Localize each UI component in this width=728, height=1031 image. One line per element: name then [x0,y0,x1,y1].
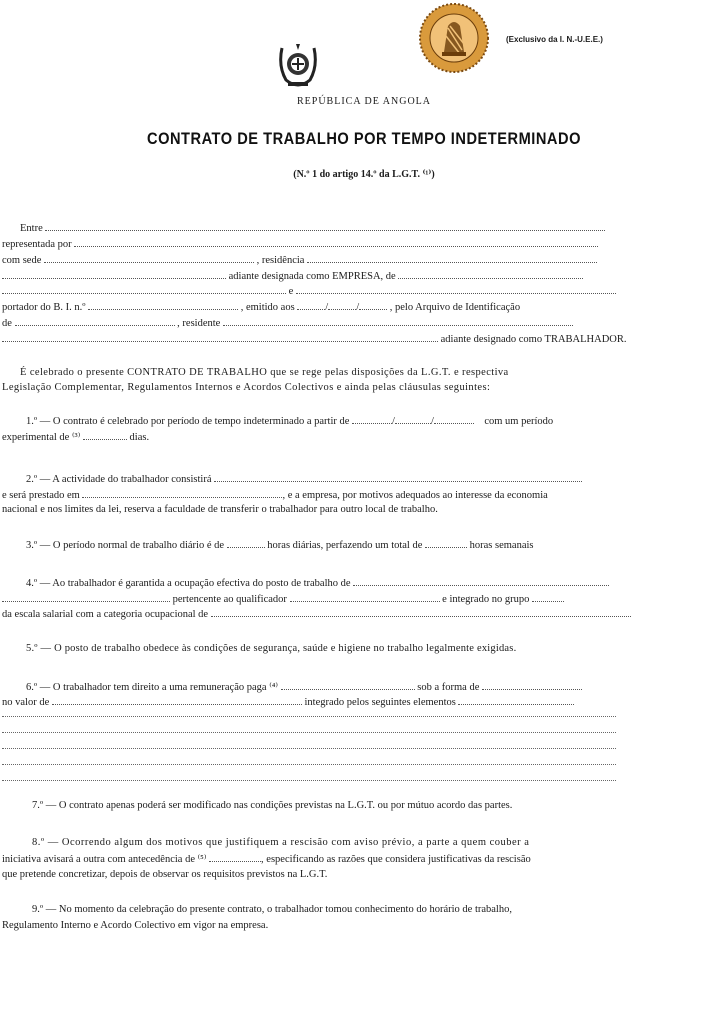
clause-6-blank-line-4[interactable] [2,754,616,765]
clause-6-elements-field[interactable] [458,695,574,705]
clause-9-row-a: 9.º — No momento da celebração do presente contrato, o trabalhador tomou conhecimento do horário de trabalho, [32,904,512,915]
clause-8-notice: iniciativa avisará a outra com antecedência de ⁽⁵⁾ [2,854,207,865]
emitido-year-field[interactable] [359,300,387,310]
clause-2-place: e será prestado em [2,490,80,501]
residencia-label: , residência [256,255,305,266]
country-name: REPÚBLICA DE ANGOLA [296,96,431,107]
clause-1-year-field[interactable] [434,414,474,424]
clause-8-row-b [2,852,531,866]
clause-8-notice-field[interactable] [209,852,261,862]
clause-2-activity-field[interactable] [214,472,582,482]
clause-1-row-b [2,430,149,444]
e-row [2,284,616,298]
intro-line-1: É celebrado o presente CONTRATO DE TRABALHO que se rege pelas disposições da L.G.T. e respectiva [20,367,509,378]
clause-4-category-field[interactable] [211,607,631,617]
clause-4-group: e integrado no grupo [442,594,530,605]
entre-row [20,221,605,235]
clause-1-days: dias. [129,432,150,443]
clause-1-days-field[interactable] [83,430,127,440]
clause-1-period: com um período [484,416,554,427]
clause-1-month-field[interactable] [395,414,431,424]
emitido-month-field[interactable] [328,300,356,310]
residencia-field[interactable] [307,253,597,263]
empresa-de-field[interactable] [398,269,583,279]
clause-4-category: da escala salarial com a categoria ocupacional de [2,609,209,620]
clause-3-weekly-field[interactable] [425,538,467,548]
representada-field[interactable] [74,237,598,247]
clause-5: 5.º — O posto de trabalho obedece às condições de segurança, saúde e higiene no trabalho legalmente exigidas. [26,643,517,654]
residente-field[interactable] [223,316,573,326]
clause-2-row-c: nacional e nos limites da lei, reserva a faculdade de transferir o trabalhador para outro local de trabalho. [2,504,438,515]
e-label: e [288,286,294,297]
empresa-row [2,269,583,283]
clause-2-row-a [26,472,582,486]
clause-3-daily-field[interactable] [227,538,265,548]
clause-2-text: 2.º — A actividade do trabalhador consistirá [26,474,212,485]
angola-coat-of-arms-icon [276,42,320,90]
clause-2-row-b [2,488,548,502]
de-label: de [2,318,12,329]
e-pre-field[interactable] [2,284,286,294]
emitido-day-field[interactable] [297,300,325,310]
clause-3-weekly: horas semanais [469,540,534,551]
clause-6-elements: integrado pelos seguintes elementos [304,697,456,708]
clause-4-text: 4.º — Ao trabalhador é garantida a ocupação efectiva do posto de trabalho de [26,578,351,589]
e-post-field[interactable] [296,284,616,294]
clause-2-place-field[interactable] [82,488,282,498]
trabalhador-pre-field[interactable] [2,332,438,342]
clause-9-row-b: Regulamento Interno e Acordo Colectivo em vigor na empresa. [2,920,269,931]
bi-number-field[interactable] [88,300,238,310]
entre-field[interactable] [45,221,605,231]
clause-2-economy: , e a empresa, por motivos adequados ao interesse da economia [282,490,548,501]
clause-8-row-c: que pretende concretizar, depois de observar os requisitos previstos na L.G.T. [2,869,328,880]
document-subtitle: (N.º 1 do artigo 14.º da L.G.T. ⁽¹⁾) [293,169,435,180]
sede-label: com sede [2,255,42,266]
exclusive-note: (Exclusivo da I. N.-U.E.E.) [506,35,603,44]
intro-line-2: Legislação Complementar, Regulamentos Internos e Acordos Colectivos e ainda pelas cláusulas seguintes: [2,382,491,393]
representada-row [2,237,598,251]
trabalhador-row [2,332,627,346]
clause-4-row-b [2,592,564,606]
clause-1-row-a: 1.º — O contrato é celebrado por período de tempo indeterminado a partir de / / com um período [26,416,554,427]
clause-6-text: 6.º — O trabalhador tem direito a uma remuneração paga ⁽⁴⁾ [26,682,279,693]
clause-6-remuneration-field[interactable] [281,680,415,690]
entre-label: Entre [20,223,43,234]
clause-3-text: 3.º — O período normal de trabalho diário é de [26,540,225,551]
clause-3-total: horas diárias, perfazendo um total de [267,540,423,551]
clause-8-reasons: , especificando as razões que considera justificativas da rescisão [261,854,531,865]
clause-4-qualifier-field[interactable] [290,592,440,602]
clause-7: 7.º — O contrato apenas poderá ser modificado nas condições previstas na L.G.T. ou por mútuo acordo das partes. [32,800,513,811]
clause-1-day-field[interactable] [352,414,392,424]
clause-1-experimental: experimental de ⁽³⁾ [2,432,81,443]
clause-6-form-field[interactable] [482,680,582,690]
clause-6-blank-line-3[interactable] [2,738,616,749]
clause-4-row-a [26,576,609,590]
clause-6-form: sob a forma de [417,682,480,693]
sede-field[interactable] [44,253,254,263]
clause-4-group-field[interactable] [532,592,564,602]
clause-1-text: 1.º — O contrato é celebrado por período de tempo indeterminado a partir de [26,416,350,427]
clause-4-pre-field[interactable] [2,592,170,602]
stamp-seal-icon [418,2,490,74]
clause-6-row-a [26,680,582,694]
bi-row: portador do B. I. n.º , emitido aos / / , pelo Arquivo de Identificação [2,302,521,313]
clause-4-post-field[interactable] [353,576,609,586]
clause-6-blank-line-1[interactable] [2,706,616,717]
de-row [2,316,573,330]
de-field[interactable] [15,316,175,326]
clause-6-value-field[interactable] [52,695,302,705]
residente-label: , residente [177,318,221,329]
bi-label: portador do B. I. n.º [2,302,86,313]
arquivo-label: , pelo Arquivo de Identificação [389,302,521,313]
empresa-label: adiante designada como EMPRESA, de [228,271,396,282]
representada-label: representada por [2,239,72,250]
sede-row [2,253,597,267]
clause-6-blank-line-5[interactable] [2,770,616,781]
trabalhador-label: adiante designado como TRABALHADOR. [440,334,627,345]
empresa-pre-field[interactable] [2,269,226,279]
emitido-label: , emitido aos [240,302,295,313]
document-title: CONTRATO DE TRABALHO POR TEMPO INDETERMINADO [147,129,581,148]
clause-4-qualifier: pertencente ao qualificador [172,594,287,605]
clause-6-value: no valor de [2,697,50,708]
clause-6-blank-line-2[interactable] [2,722,616,733]
clause-3-row [26,538,534,552]
clause-4-row-c [2,607,631,621]
clause-8-row-a: 8.º — Ocorrendo algum dos motivos que justifiquem a rescisão com aviso prévio, a parte a quem couber a [32,837,530,848]
